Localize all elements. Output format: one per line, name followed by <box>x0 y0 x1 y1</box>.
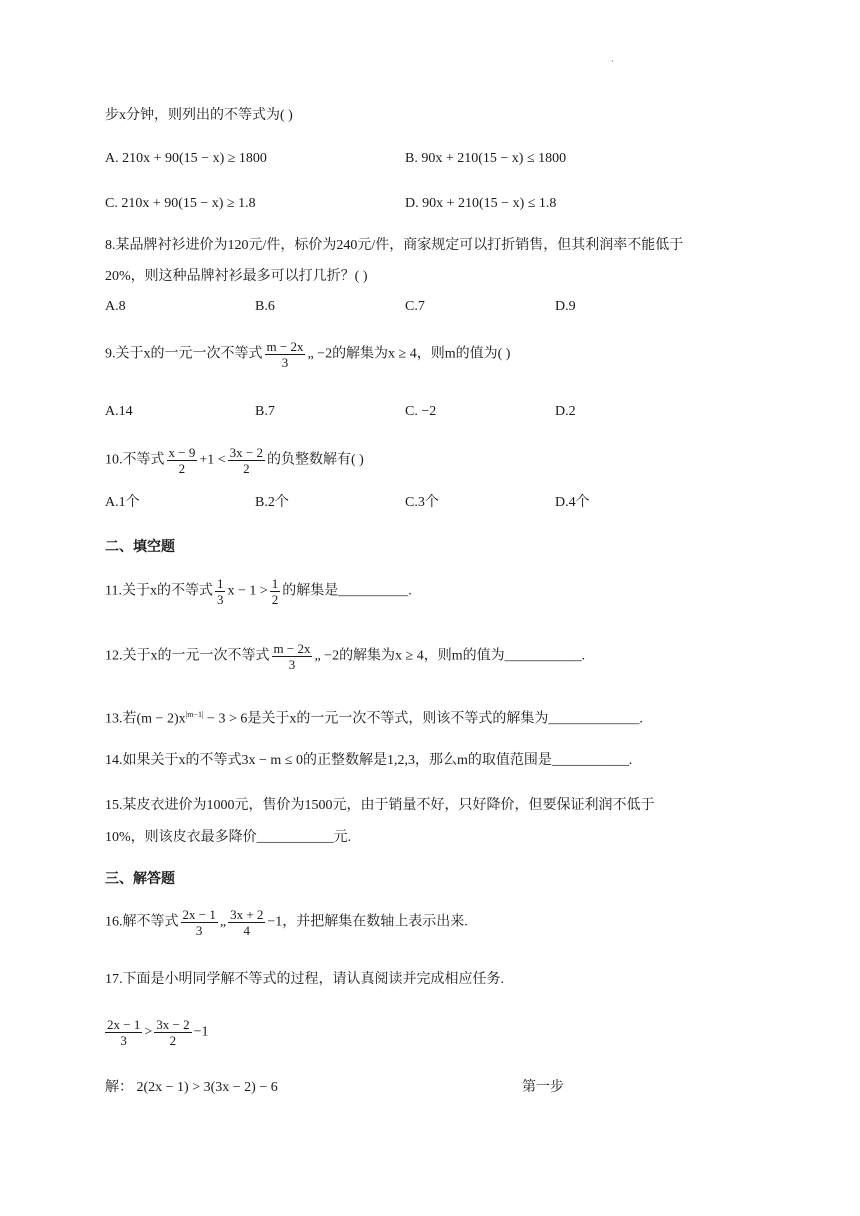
q10-frac1-den: 2 <box>178 461 186 476</box>
q8-option-b: B.6 <box>255 299 275 314</box>
q12-frac-den: 3 <box>288 657 296 672</box>
q15-line2: 10%，则该皮衣最多降价___________元. <box>105 830 352 845</box>
q7-option-a: A. 210x + 90(15 − x) ≥ 1800 <box>105 151 267 166</box>
q11-frac1-num: 1 <box>216 576 224 591</box>
q13-prefix: 13.若(m − 2)x <box>105 711 186 727</box>
q10-frac1-num: x − 9 <box>168 445 196 460</box>
q17-frac2-num: 3x − 2 <box>156 1017 190 1032</box>
q10-fraction-2 <box>228 445 265 476</box>
q7-stem: 步x分钟，则列出的不等式为( ) <box>105 108 293 123</box>
q16-suffix: −1，并把解集在数轴上表示出来. <box>267 914 468 930</box>
q9-option-d: D.2 <box>555 404 576 419</box>
q17-frac1-den: 3 <box>120 1033 127 1048</box>
q17-tail: −1 <box>193 1024 209 1040</box>
q13-exponent: |m−1| <box>185 710 204 719</box>
q12-fraction <box>272 641 313 672</box>
q17-fraction-1 <box>105 1017 142 1048</box>
q11-prefix: 11.关于x的不等式 <box>105 583 213 599</box>
q16-frac2-den: 4 <box>243 923 250 938</box>
q17-frac2-den: 2 <box>169 1033 177 1048</box>
q16-frac1-den: 3 <box>195 923 203 938</box>
q12-suffix: „ −2的解集为x ≥ 4，则m的值为___________. <box>314 648 586 664</box>
q12-frac-num: m − 2x <box>273 641 311 656</box>
q16-fraction-2 <box>228 907 265 938</box>
q12-line <box>105 641 585 672</box>
q8-option-d: D.9 <box>555 299 576 314</box>
q10-prefix: 10.不等式 <box>105 452 165 468</box>
q9-fraction <box>265 339 306 370</box>
q10-frac2-num: 3x − 2 <box>229 445 263 460</box>
q11-fraction-2 <box>270 576 281 607</box>
q12-prefix: 12.关于x的一元一次不等式 <box>105 648 270 664</box>
q16-frac2-num: 3x + 2 <box>230 907 264 922</box>
q7-option-c: C. 210x + 90(15 − x) ≥ 1.8 <box>105 196 256 211</box>
q11-middle: x − 1 > <box>227 583 268 599</box>
q10-option-c: C.3个 <box>405 495 439 510</box>
q16-line <box>105 907 468 938</box>
q10-middle: +1 < <box>199 452 226 468</box>
section-fill-in-title: 二、填空题 <box>105 539 175 555</box>
q10-option-d: D.4个 <box>555 495 590 510</box>
q10-line <box>105 445 364 476</box>
q17-fraction-2 <box>154 1017 191 1048</box>
q9-frac-num: m − 2x <box>266 339 304 354</box>
q10-option-a: A.1个 <box>105 495 140 510</box>
q11-frac2-num: 1 <box>271 576 279 591</box>
section-answer-title: 三、解答题 <box>105 871 175 887</box>
q9-option-a: A.14 <box>105 404 133 419</box>
q16-fraction-1 <box>181 907 218 938</box>
q9-suffix: „ −2的解集为x ≥ 4，则m的值为( ) <box>307 346 511 362</box>
q8-option-c: C.7 <box>405 299 425 314</box>
header-dot: · <box>611 57 614 66</box>
q9-option-c: C. −2 <box>405 404 437 419</box>
q10-suffix: 的负整数解有( ) <box>266 452 364 468</box>
q9-prefix: 9.关于x的一元一次不等式 <box>105 346 263 362</box>
q9-frac-den: 3 <box>281 355 289 370</box>
q9-option-b: B.7 <box>255 404 275 419</box>
q13-suffix: − 3 > 6是关于x的一元一次不等式，则该不等式的解集为_____________. <box>203 711 643 727</box>
q9-line <box>105 339 510 370</box>
q11-frac2-den: 2 <box>271 592 279 607</box>
q16-frac1-num: 2x − 1 <box>182 907 216 922</box>
q16-prefix: 16.解不等式 <box>105 914 179 930</box>
q17-stem: 17.下面是小明同学解不等式的过程，请认真阅读并完成相应任务. <box>105 972 504 987</box>
q17-middle: > <box>144 1024 153 1040</box>
q8-line1: 8.某品牌衬衫进价为120元/件，标价为240元/件，商家规定可以打折销售，但其利润率不能低于 <box>105 238 684 253</box>
q8-line2: 20%，则这种品牌衬衫最多可以打几折？( ) <box>105 269 368 284</box>
q7-option-d: D. 90x + 210(15 − x) ≤ 1.8 <box>405 196 557 211</box>
q10-frac2-den: 2 <box>243 461 250 476</box>
q11-line <box>105 576 412 607</box>
q15-line1: 15.某皮衣进价为1000元，售价为1500元，由于销量不好，只好降价，但要保证利润不低于 <box>105 798 655 813</box>
q17-inequality <box>103 1017 209 1048</box>
q14-line: 14.如果关于x的不等式3x − m ≤ 0的正整数解是1,2,3，那么m的取值范围是___________. <box>105 753 633 768</box>
q11-fraction-1 <box>215 576 226 607</box>
q8-option-a: A.8 <box>105 299 126 314</box>
q17-solution: 解： 2(2x − 1) > 3(3x − 2) − 6 <box>105 1080 278 1095</box>
q10-option-b: B.2个 <box>255 495 289 510</box>
q17-frac1-num: 2x − 1 <box>107 1017 141 1032</box>
q11-frac1-den: 3 <box>216 592 224 607</box>
q17-step-label: 第一步 <box>522 1080 564 1095</box>
q16-middle: „ <box>219 914 227 930</box>
q7-option-b: B. 90x + 210(15 − x) ≤ 1800 <box>405 151 567 166</box>
q13-line <box>105 706 643 729</box>
q11-suffix: 的解集是__________. <box>282 583 412 599</box>
q10-fraction-1 <box>167 445 198 476</box>
